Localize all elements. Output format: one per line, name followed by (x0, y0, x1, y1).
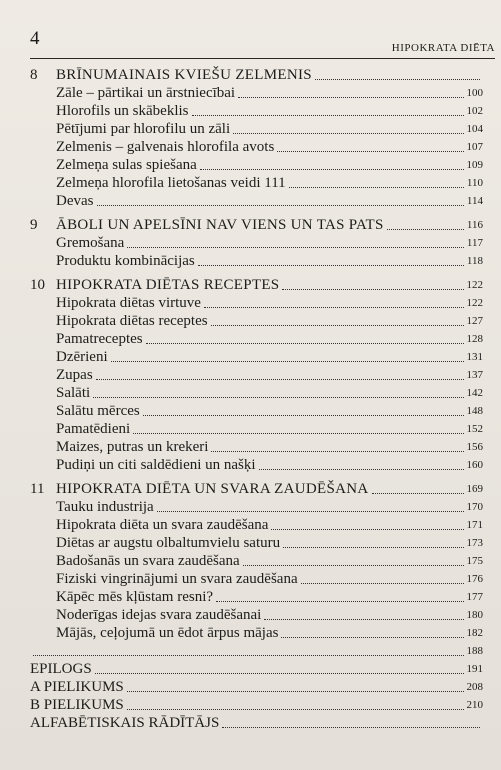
dot-leader (157, 510, 464, 512)
page-ref: 100 (466, 87, 483, 99)
page-number: 4 (30, 28, 40, 49)
toc-entry (30, 420, 483, 438)
entry-title: Zupas (56, 367, 93, 383)
dot-leader (372, 492, 464, 494)
toc-entry (30, 606, 483, 624)
dot-leader (204, 306, 464, 308)
back-matter-entry (30, 696, 483, 714)
dot-leader (387, 228, 464, 230)
toc-entry (30, 174, 483, 192)
page-ref: 142 (466, 387, 483, 399)
dot-leader (127, 246, 464, 248)
toc-entry (30, 366, 483, 384)
toc-entry (30, 294, 483, 312)
page-ref: 137 (466, 369, 483, 381)
entry-title: A PIELIKUMS (30, 679, 124, 695)
entry-title: Devas (56, 193, 94, 209)
dot-leader (192, 114, 464, 116)
toc-entry (30, 438, 483, 456)
chapter-heading (30, 216, 483, 234)
dot-leader (216, 600, 463, 602)
back-matter-entry (30, 714, 483, 732)
dot-leader (127, 708, 464, 710)
dot-leader (96, 378, 464, 380)
back-matter-entry (30, 678, 483, 696)
back-matter-entry (30, 660, 483, 678)
toc-entry (30, 120, 483, 138)
entry-title: Salāti (56, 385, 91, 401)
entry-title: Zelmenis – galvenais hlorofila avots (56, 139, 275, 155)
toc-entry (30, 138, 483, 156)
entry-title: BRĪNUMAINAIS KVIEŠU ZELMENIS (56, 67, 312, 83)
page-ref: 182 (466, 627, 483, 639)
dot-leader (143, 414, 464, 416)
dot-leader (282, 288, 463, 290)
entry-title: Tauku industrija (56, 499, 154, 515)
dot-leader (238, 96, 463, 98)
page-ref: 122 (466, 297, 483, 309)
entry-title: ALFABĒTISKAIS RĀDĪTĀJS (30, 715, 220, 731)
dot-leader (93, 396, 463, 398)
entry-title: Fiziski vingrinājumi un svara zaudēšana (56, 571, 298, 587)
toc-entry (30, 384, 483, 402)
dot-leader (211, 324, 464, 326)
chapter-number: 9 (30, 217, 38, 233)
entry-title: EPILOGS (30, 661, 92, 677)
entry-title: HIPOKRATA DIĒTAS RECEPTES (56, 277, 280, 293)
entry-title: Noderīgas idejas svara zaudēšanai (56, 607, 262, 623)
dot-leader (283, 546, 463, 548)
page-ref: 107 (466, 141, 483, 153)
dot-leader (211, 450, 463, 452)
dot-leader (33, 654, 464, 656)
page-ref: 116 (466, 219, 483, 231)
entry-title: Hipokrata diēta un svara zaudēšana (56, 517, 269, 533)
page-ref: 110 (466, 177, 483, 189)
page-ref: 128 (466, 333, 483, 345)
toc-entry (30, 498, 483, 516)
running-title: HIPOKRATA DIĒTA (391, 42, 495, 54)
page-ref: 148 (466, 405, 483, 417)
toc-entry (30, 402, 483, 420)
dot-leader (97, 204, 464, 206)
page-ref: 118 (466, 255, 483, 267)
page-ref: 173 (466, 537, 483, 549)
page-ref: 127 (466, 315, 483, 327)
dot-leader (127, 690, 464, 692)
dot-leader (198, 264, 464, 266)
toc-entry (30, 456, 483, 474)
page-ref: 104 (466, 123, 483, 135)
page-ref: 180 (466, 609, 483, 621)
toc-entry (30, 156, 483, 174)
entry-title: Zelmeņa sulas spiešana (56, 157, 197, 173)
page-ref: 109 (466, 159, 483, 171)
page-ref: 102 (466, 105, 483, 117)
toc-entry (30, 516, 483, 534)
entry-title: Mājās, ceļojumā un ēdot ārpus mājas (56, 625, 279, 641)
entry-title: Produktu kombinācijas (56, 253, 195, 269)
entry-title: Diētas ar augstu olbaltumvielu saturu (56, 535, 281, 551)
page-ref: 176 (466, 573, 483, 585)
dot-leader (233, 132, 463, 134)
entry-title: ĀBOLI UN APELSĪNI NAV VIENS UN TAS PATS (56, 217, 384, 233)
page-ref: 152 (466, 423, 483, 435)
page-ref: 156 (466, 441, 483, 453)
toc-entry (30, 348, 483, 366)
entry-title: Hipokrata diētas receptes (56, 313, 208, 329)
page-ref: 169 (466, 483, 483, 495)
entry-title: Kāpēc mēs kļūstam resni? (56, 589, 214, 605)
page-ref: 122 (466, 279, 483, 291)
dot-leader (289, 186, 464, 188)
toc-entry (30, 570, 483, 588)
entry-title: Salātu mērces (56, 403, 140, 419)
entry-title: Badošanās un svara zaudēšana (56, 553, 240, 569)
toc-entry (30, 534, 483, 552)
entry-title: Pētījumi par hlorofilu un zāli (56, 121, 231, 137)
entry-title: Pamatēdieni (56, 421, 131, 437)
dot-leader (301, 582, 464, 584)
page-ref: 117 (466, 237, 483, 249)
page-ref: 188 (466, 645, 483, 657)
page-ref: 170 (466, 501, 483, 513)
toc-entry (30, 330, 483, 348)
chapter-heading (30, 276, 483, 294)
back-matter-entry (30, 642, 483, 660)
page-ref: 208 (466, 681, 483, 693)
page-ref: 191 (466, 663, 483, 675)
chapter-number: 10 (30, 277, 45, 293)
chapter-number: 11 (30, 481, 45, 497)
entry-title: Maizes, putras un krekeri (56, 439, 209, 455)
page-ref: 171 (466, 519, 483, 531)
toc-entry (30, 234, 483, 252)
entry-title: Dzērieni (56, 349, 108, 365)
dot-leader (243, 564, 464, 566)
chapter-number: 8 (30, 67, 38, 83)
header-rule (30, 58, 495, 59)
toc-entry (30, 192, 483, 210)
chapter-heading (30, 66, 483, 84)
entry-title: HIPOKRATA DIĒTA UN SVARA ZAUDĒŠANA (56, 481, 369, 497)
page-ref: 175 (466, 555, 483, 567)
dot-leader (200, 168, 464, 170)
page-header (30, 28, 495, 56)
dot-leader (277, 150, 463, 152)
table-of-contents (30, 66, 483, 732)
dot-leader (133, 432, 463, 434)
entry-title: Gremošana (56, 235, 125, 251)
page-ref: 114 (466, 195, 483, 207)
entry-title: Pudiņi un citi saldēdieni un našķi (56, 457, 256, 473)
entry-title: B PIELIKUMS (30, 697, 124, 713)
page-ref: 177 (466, 591, 483, 603)
dot-leader (146, 342, 464, 344)
toc-entry (30, 588, 483, 606)
dot-leader (281, 636, 463, 638)
toc-entry (30, 102, 483, 120)
dot-leader (222, 726, 480, 728)
entry-title: Zāle – pārtikai un ārstniecībai (56, 85, 236, 101)
dot-leader (111, 360, 464, 362)
entry-title: Hlorofils un skābeklis (56, 103, 189, 119)
entry-title: Hipokrata diētas virtuve (56, 295, 201, 311)
dot-leader (259, 468, 464, 470)
toc-entry (30, 84, 483, 102)
page-ref: 210 (466, 699, 483, 711)
page-ref: 160 (466, 459, 483, 471)
dot-leader (264, 618, 463, 620)
dot-leader (95, 672, 464, 674)
dot-leader (315, 78, 480, 80)
toc-entry (30, 624, 483, 642)
toc-entry (30, 312, 483, 330)
dot-leader (271, 528, 463, 530)
toc-entry (30, 252, 483, 270)
entry-title: Zelmeņa hlorofila lietošanas veidi 111 (56, 175, 286, 191)
page-ref: 131 (466, 351, 483, 363)
chapter-heading (30, 480, 483, 498)
toc-entry (30, 552, 483, 570)
entry-title: Pamatreceptes (56, 331, 143, 347)
